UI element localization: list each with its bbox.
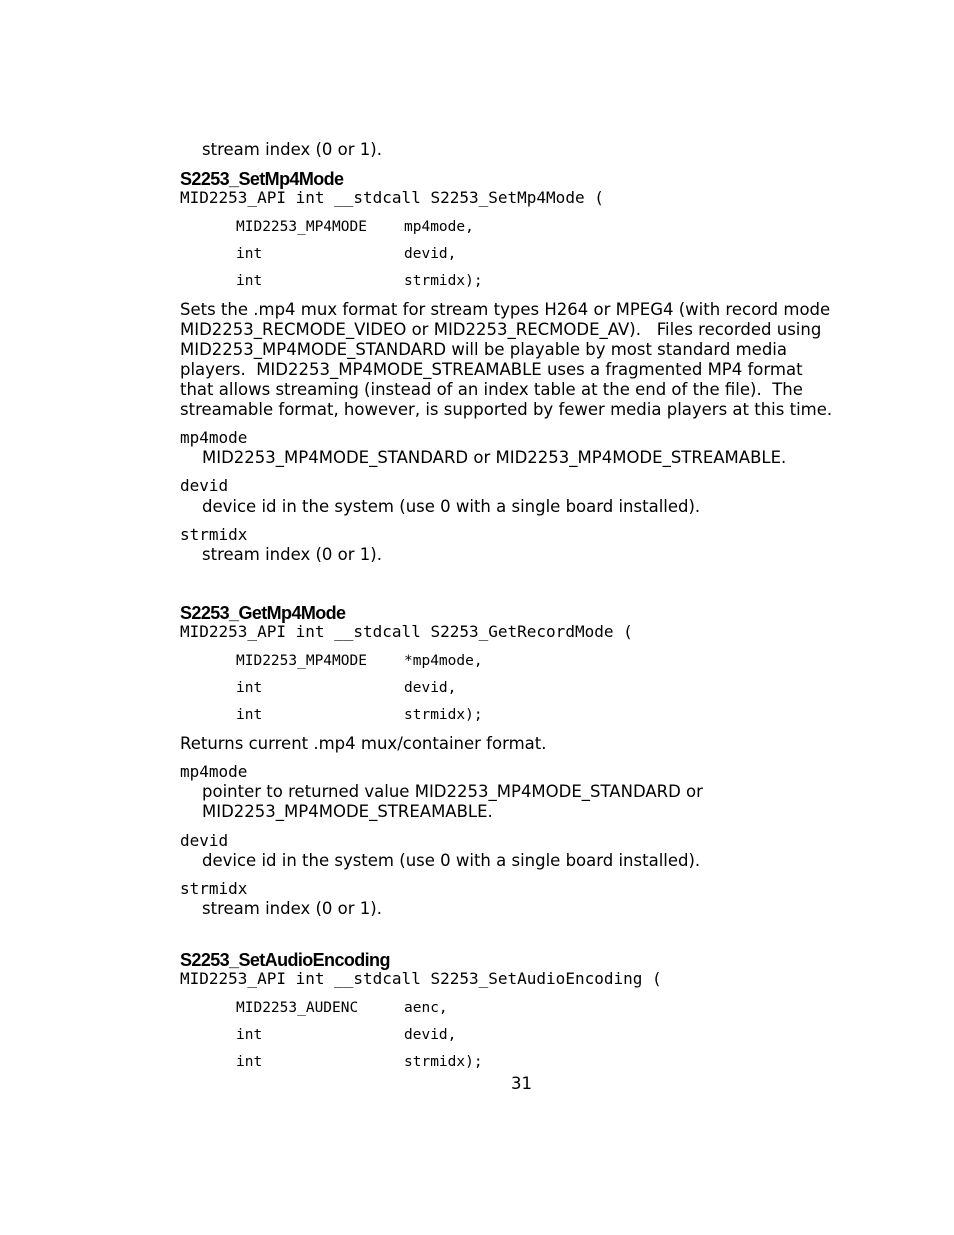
arg-type: MID2253_AUDENC <box>236 1000 359 1016</box>
description-line: streamable format, however, is supported by fewer media players at this time. <box>180 400 833 419</box>
param-description: device id in the system (use 0 with a single board installed). <box>202 851 701 870</box>
param-name: mp4mode <box>180 428 248 447</box>
arg-name: *mp4mode, <box>404 653 483 669</box>
param-description: MID2253_MP4MODE_STANDARD or MID2253_MP4MODE_STREAMABLE. <box>202 448 787 467</box>
arg-name: devid, <box>404 680 457 696</box>
param-description: MID2253_MP4MODE_STREAMABLE. <box>202 802 493 821</box>
arg-type: int <box>236 273 263 289</box>
function-description <box>180 734 870 754</box>
function-description <box>180 300 870 420</box>
param-description: stream index (0 or 1). <box>202 899 382 918</box>
arg-name: strmidx); <box>404 1054 483 1070</box>
arg-name: devid, <box>404 246 457 262</box>
arg-name: devid, <box>404 1027 457 1043</box>
description-line: Sets the .mp4 mux format for stream types H264 or MPEG4 (with record mode <box>180 300 831 319</box>
arg-type: int <box>236 246 263 262</box>
arg-name: aenc, <box>404 1000 448 1016</box>
arg-type: MID2253_MP4MODE <box>236 219 367 235</box>
section-title: S2253_SetAudioEncoding <box>180 950 390 970</box>
function-signature: MID2253_API int __stdcall S2253_SetMp4Mode ( <box>180 188 604 207</box>
param-name: devid <box>180 476 229 495</box>
param-name: strmidx <box>180 525 248 544</box>
section-title: S2253_SetMp4Mode <box>180 169 344 189</box>
arg-name: strmidx); <box>404 273 483 289</box>
page-number: 31 <box>511 1074 532 1093</box>
arg-type: int <box>236 707 263 723</box>
function-signature: MID2253_API int __stdcall S2253_GetRecordMode ( <box>180 622 633 641</box>
description-line: MID2253_MP4MODE_STANDARD will be playable by most standard media <box>180 340 788 359</box>
arg-type: int <box>236 680 263 696</box>
description-line: MID2253_RECMODE_VIDEO or MID2253_RECMODE_AV). Files recorded using <box>180 320 822 339</box>
arg-type: MID2253_MP4MODE <box>236 653 367 669</box>
arg-name: strmidx); <box>404 707 483 723</box>
param-name: strmidx <box>180 879 248 898</box>
section-title: S2253_GetMp4Mode <box>180 603 346 623</box>
description-line: Returns current .mp4 mux/container format. <box>180 734 547 753</box>
continued-param-description: stream index (0 or 1). <box>202 140 382 159</box>
arg-type: int <box>236 1027 263 1043</box>
description-line: players. MID2253_MP4MODE_STREAMABLE uses a fragmented MP4 format <box>180 360 803 379</box>
param-description: stream index (0 or 1). <box>202 545 382 564</box>
description-line: that allows streaming (instead of an index table at the end of the file). The <box>180 380 803 399</box>
arg-name: mp4mode, <box>404 219 474 235</box>
param-name: devid <box>180 831 229 850</box>
param-description: device id in the system (use 0 with a single board installed). <box>202 497 701 516</box>
param-name: mp4mode <box>180 762 248 781</box>
function-signature: MID2253_API int __stdcall S2253_SetAudioEncoding ( <box>180 969 662 988</box>
arg-type: int <box>236 1054 263 1070</box>
param-description: pointer to returned value MID2253_MP4MODE_STANDARD or <box>202 782 703 801</box>
